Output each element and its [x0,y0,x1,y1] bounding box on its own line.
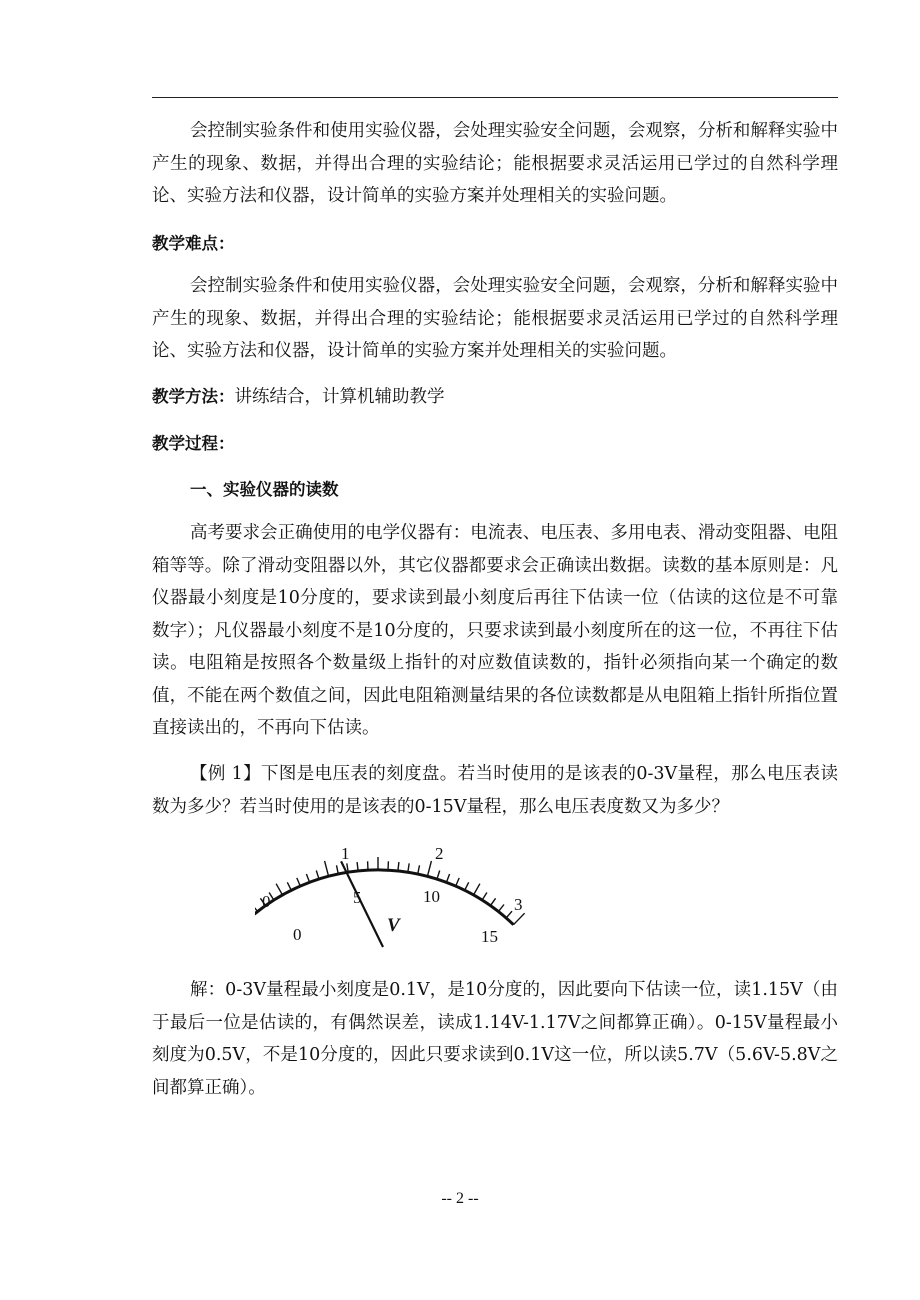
paragraph-reading-rules: 高考要求会正确使用的电学仪器有：电流表、电压表、多用电表、滑动变阻器、电阻箱等等。除了滑动变阻器以外，其它仪器都要求会正确读出数据。读数的基本原则是：凡仪器最小刻度是10分度的，要求读到最小刻度后再往下估读一位（估读的这位是不可靠数字）；凡仪器最小刻度不是10分度的，只要求读到最小刻度所在的这一位，不再往下估读。电阻箱是按照各个数量级上指针的对应数值读数的，指针必须指向某一个确定的数值，不能在两个数值之间，因此电阻箱测量结果的各位读数都是从电阻箱上指针所指位置直接读出的，不再向下估读。 [152,523,838,738]
scale-15v-label-15: 15 [481,927,498,946]
heading-difficulty [152,228,235,260]
paragraph-difficulty: 会控制实验条件和使用实验仪器，会处理实验安全问题，会观察，分析和解释实验中产生的现象、数据，并得出合理的实验结论；能根据要求灵活运用已学过的自然科学理论、实验方法和仪器，设计简单的实验方案并处理相关的实验问题。 [152,276,838,361]
dial-arc [255,870,514,925]
scale-3v-label-3: 3 [514,895,523,914]
voltmeter-dial [255,835,545,955]
paragraph-example-1: 【例 1】下图是电压表的刻度盘。若当时使用的是该表的0-3V量程，那么电压表读数为多少？若当时使用的是该表的0-15V量程，那么电压表度数又为多少？ [152,764,838,817]
dial-tick [427,861,431,877]
heading-process [152,428,235,460]
heading-method [152,381,445,413]
difficulty-label: 教学难点： [152,234,235,253]
page-number: -- 2 -- [441,1190,479,1207]
paragraph-solution: 解：0-3V量程最小刻度是0.1V，是10分度的，因此要向下估读一位，读1.15V（由于最后一位是估读的，有偶然误差，读成1.14V-1.17V之间都算正确）。0-15V量程最小刻度为0.5V，不是10分度的，因此只要求读到0.1V这一位，所以读5.7V（5.6V-5.8V之间都算正确）。 [152,980,838,1098]
header-rule [152,97,838,98]
method-label: 教学方法： [152,387,235,406]
dial-tick [325,861,329,877]
section-heading-instrument-reading: 一、实验仪器的读数 [190,480,339,499]
dial-tick [514,913,525,925]
unit-symbol-v: V [387,915,400,936]
scale-15v-label-5: 5 [353,888,362,907]
scale-15v-label-10: 10 [423,887,440,906]
method-text: 讲练结合，计算机辅助教学 [234,387,445,407]
dial-tick [276,884,282,895]
scale-3v-label-2: 2 [435,844,444,863]
scale-15v-label-0: 0 [293,925,302,944]
voltmeter-needle [341,861,383,947]
scale-3v-label-0: 0 [262,892,271,911]
paragraph-objectives: 会控制实验条件和使用实验仪器，会处理实验安全问题，会观察，分析和解释实验中产生的现象、数据，并得出合理的实验结论；能根据要求灵活运用已学过的自然科学理论、实验方法和仪器，设计简单的实验方案并处理相关的实验问题。 [152,121,838,206]
process-label: 教学过程： [152,434,235,453]
scale-3v-label-1: 1 [341,844,350,863]
dial-tick [474,884,480,895]
